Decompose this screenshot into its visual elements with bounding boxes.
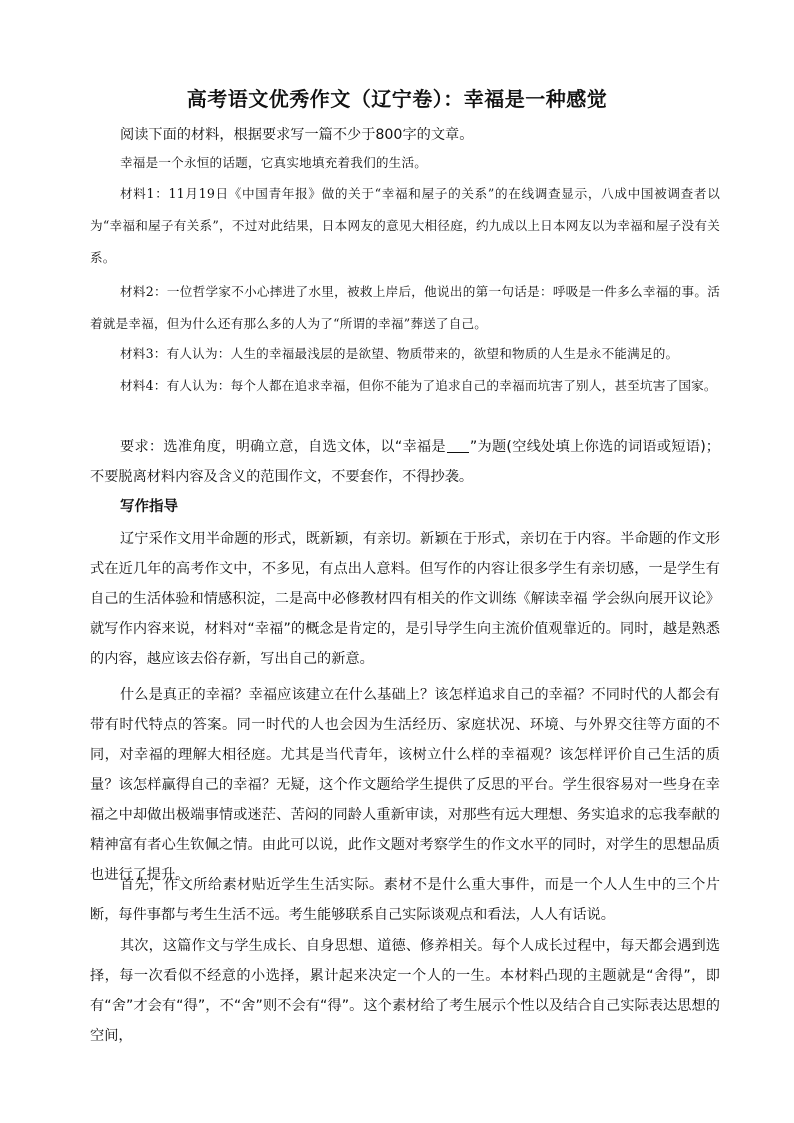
material-3: 材料3：有人认为：人生的幸福最浅层的是欲望、物质带来的，欲望和物质的人生是永不能满足的。 bbox=[120, 346, 679, 361]
requirement-text-after: ”为题(空线处填上你选的词语或短语)；不要脱离材料内容及含义的范围作文，不要套作，不得抄袭。 bbox=[90, 439, 720, 485]
page-title: 高考语文优秀作文（辽宁卷）：幸福是一种感觉 bbox=[186, 87, 608, 111]
guide-paragraph-1: 辽宁采作文用半命题的形式，既新颖，有亲切。新颖在于形式，亲切在于内容。半命题的作文形式在近几年的高考作文中，不多见，有点出人意料。但写作的内容让很多学生有亲切感，一是学生有自己的生活体验和情感积淀，二是高中必修教材四有相关的作文训练《解读幸福 学会纵向展开议论》 就写作内容来说，材料对“幸福”的概念是肯定的，是引导学生向主流价值观靠近的。同时，越是熟悉的内容，越应该去俗存新，写出自己的新意。 bbox=[90, 531, 720, 667]
guide-paragraph-2: 什么是真正的幸福？幸福应该建立在什么基础上？该怎样追求自己的幸福？不同时代的人都会有带有时代特点的答案。同一时代的人也会因为生活经历、家庭状况、环境、与外界交往等方面的不同，对幸福的理解大相径庭。尤其是当代青年，该树立什么样的幸福观？该怎样评价自己生活的质量？该怎样赢得自己的幸福？无疑，这个作文题给学生提供了反思的平台。学生很容易对一些身在幸福之中却做出极端事情或迷茫、苦闷的同龄人重新审读，对那些有远大理想、务实追求的忘我奉献的精神富有者心生钦佩之情。由此可以说，此作文题对考察学生的作文水平的同时，对学生的思想品质也进行了提升。 bbox=[90, 687, 720, 883]
material-1: 材料1：11月19日《中国青年报》做的关于“幸福和屋子的关系”的在线调查显示，八成中国被调查者以为“幸福和屋子有关系”，不过对此结果，日本网友的意见大相径庭，约九成以上日本网友以为幸福和屋子没有关系。 bbox=[90, 186, 720, 265]
intro-paragraph: 阅读下面的材料，根据要求写一篇不少于800字的文章。 bbox=[120, 127, 474, 143]
title-blank-line bbox=[447, 438, 469, 453]
lead-sentence: 幸福是一个永恒的话题，它真实地填充着我们的生活。 bbox=[120, 155, 428, 170]
material-4: 材料4：有人认为：每个人都在追求幸福，但你不能为了追求自己的幸福而坑害了别人，甚至坑害了国家。 bbox=[120, 378, 717, 393]
section-heading-writing-guide: 写作指导 bbox=[120, 499, 178, 515]
guide-paragraph-3: 首先，作文所给素材贴近学生生活实际。素材不是什么重大事件，而是一个人人生中的三个片断，每件事都与考生生活不远。考生能够联系自己实际谈观点和看法，人人有话说。 bbox=[90, 877, 720, 923]
requirement-paragraph bbox=[90, 432, 720, 492]
guide-paragraph-4: 其次，这篇作文与学生成长、自身思想、道德、修养相关。每个人成长过程中，每天都会遇到选择，每一次看似不经意的小选择，累计起来决定一个人的一生。本材料凸现的主题就是“舍得”，即有“舍”才会有“得”，不“舍”则不会有“得”。这个素材给了考生展示个性以及结合自己实际表达思想的空间， bbox=[90, 938, 720, 1044]
requirement-text-before: 要求：选准角度，明确立意，自选文体，以“幸福是 bbox=[120, 439, 446, 455]
material-2: 材料2：一位哲学家不小心摔进了水里，被救上岸后，他说出的第一句话是：呼吸是一件多么幸福的事。活着就是幸福，但为什么还有那么多的人为了“所谓的幸福”葬送了自己。 bbox=[90, 284, 720, 331]
